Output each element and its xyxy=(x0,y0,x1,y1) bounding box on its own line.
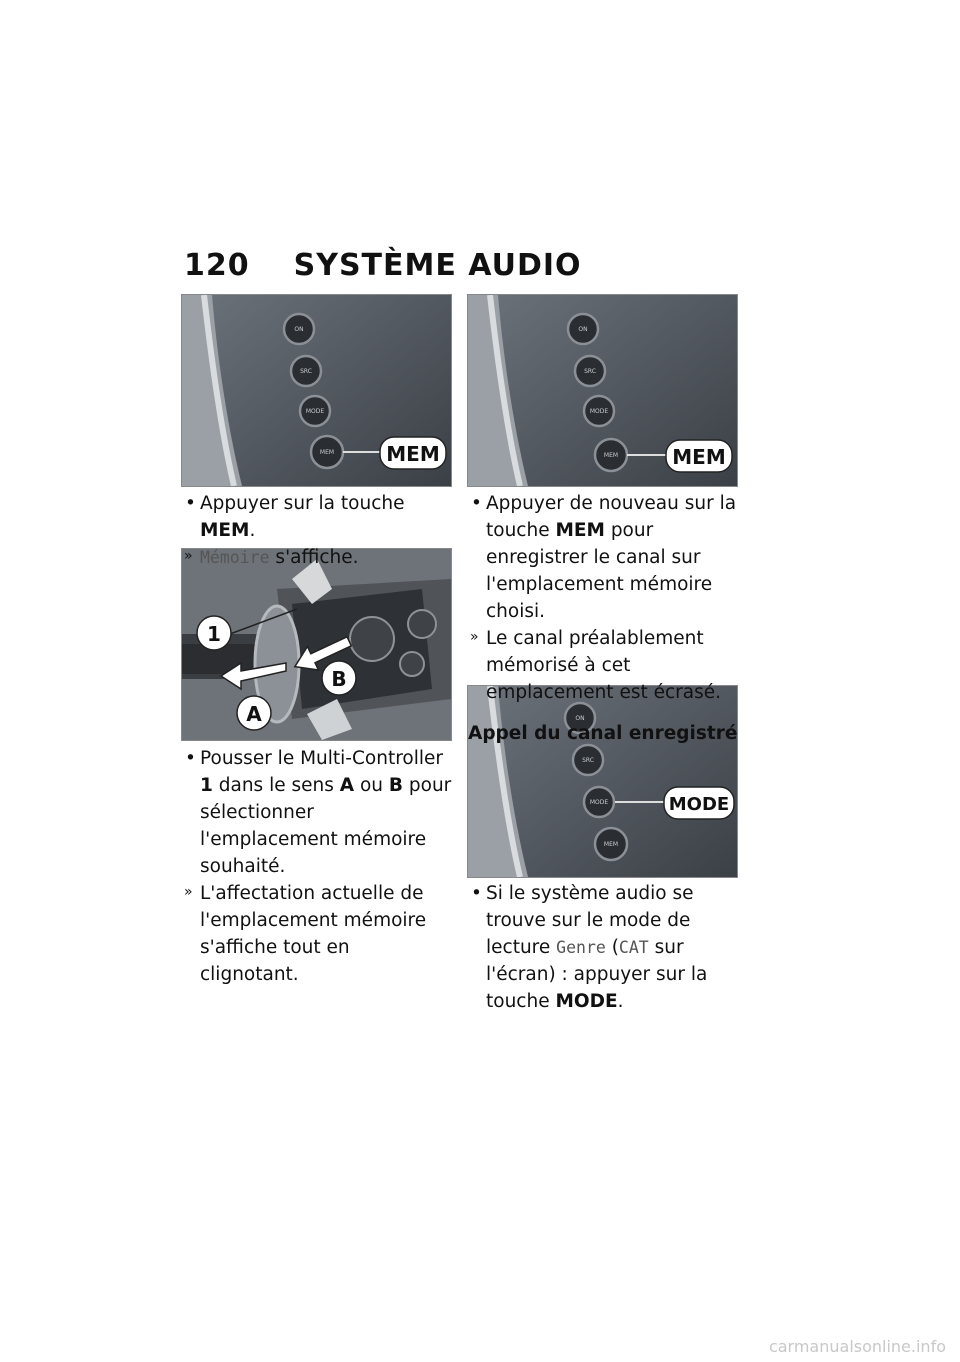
mem-button-label: MEM xyxy=(319,449,335,456)
on-button-label-2: ON xyxy=(578,326,588,333)
step-key: MODE xyxy=(555,991,618,1012)
step-text: Appuyer sur la touche xyxy=(200,493,405,514)
step-text: . xyxy=(249,520,256,541)
multi-controller-illustration xyxy=(182,549,451,740)
src-button-label-2: SRC xyxy=(584,368,596,375)
figure-multi-controller xyxy=(181,548,452,741)
step-text: Pousser le Multi-Controller xyxy=(200,748,443,769)
display-text: Mémoire xyxy=(200,548,270,567)
mem-callout: MEM xyxy=(386,442,440,466)
step-key: MEM xyxy=(555,520,605,541)
page-title: SYSTÈME AUDIO xyxy=(293,248,582,283)
step-key: B xyxy=(388,775,403,796)
page-number: 120 xyxy=(184,248,250,283)
step-text: pour enregistrer le canal sur l'emplacement mémoire choisi. xyxy=(486,520,713,622)
figure-mem-button-left xyxy=(181,294,452,487)
instruction-step xyxy=(468,490,740,625)
step-key: MEM xyxy=(200,520,250,541)
mode-button-label: MODE xyxy=(305,408,325,415)
step-text: ( xyxy=(605,937,619,958)
callout-b: B xyxy=(331,667,347,691)
step-text: pour sélectionner l'emplacement mémoire souhaité. xyxy=(200,775,452,877)
page-header xyxy=(184,248,582,283)
figure-mem-button-right xyxy=(467,294,738,487)
instruction-result xyxy=(182,544,454,571)
instruction-step xyxy=(182,490,454,544)
instruction-step xyxy=(468,880,740,1015)
left-column-text-2 xyxy=(182,745,454,988)
step-key: 1 xyxy=(200,775,213,796)
display-text: CAT xyxy=(618,938,649,957)
watermark: carmanualsonline.info xyxy=(768,1337,946,1356)
handlebar-buttons-illustration-2 xyxy=(468,295,737,486)
display-text: Genre xyxy=(556,938,606,957)
result-text: s'affiche. xyxy=(269,547,359,568)
mode-button-label-2: MODE xyxy=(589,408,609,415)
src-button-label: SRC xyxy=(300,368,312,375)
step-text: . xyxy=(617,991,624,1012)
mem-button-label-2: MEM xyxy=(603,452,619,459)
instruction-result xyxy=(182,880,454,988)
mode-button-label-3: MODE xyxy=(589,799,609,806)
step-text: Appuyer de nouveau sur la touche xyxy=(486,493,737,541)
callout-1: 1 xyxy=(207,622,221,646)
right-column-text-2 xyxy=(468,880,740,1015)
result-text: L'affectation actuelle de l'emplacement mémoire s'affiche tout en clignotant. xyxy=(200,883,427,985)
callout-a: A xyxy=(246,702,262,726)
step-text: Si le système audio se trouve sur le mode de lecture xyxy=(486,883,694,958)
step-key: A xyxy=(339,775,355,796)
step-text: dans le sens xyxy=(212,775,340,796)
on-button-label: ON xyxy=(294,326,304,333)
mem-button-label-3: MEM xyxy=(603,841,619,848)
handlebar-buttons-illustration xyxy=(182,295,451,486)
section-heading: Appel du canal enregistré xyxy=(468,723,738,744)
step-text: ou xyxy=(354,775,389,796)
result-text: Le canal préalablement mémorisé à cet emplacement est écrasé. xyxy=(486,628,721,703)
left-column-text-1 xyxy=(182,490,454,571)
mode-callout: MODE xyxy=(668,794,730,815)
on-button-label-3: ON xyxy=(575,715,585,722)
step-text: sur l'écran) : appuyer sur la touche xyxy=(486,937,708,1012)
instruction-step xyxy=(182,745,454,880)
mem-callout-2: MEM xyxy=(672,445,726,469)
right-column-text-1 xyxy=(468,490,740,747)
src-button-label-3: SRC xyxy=(582,757,594,764)
instruction-result xyxy=(468,625,740,706)
